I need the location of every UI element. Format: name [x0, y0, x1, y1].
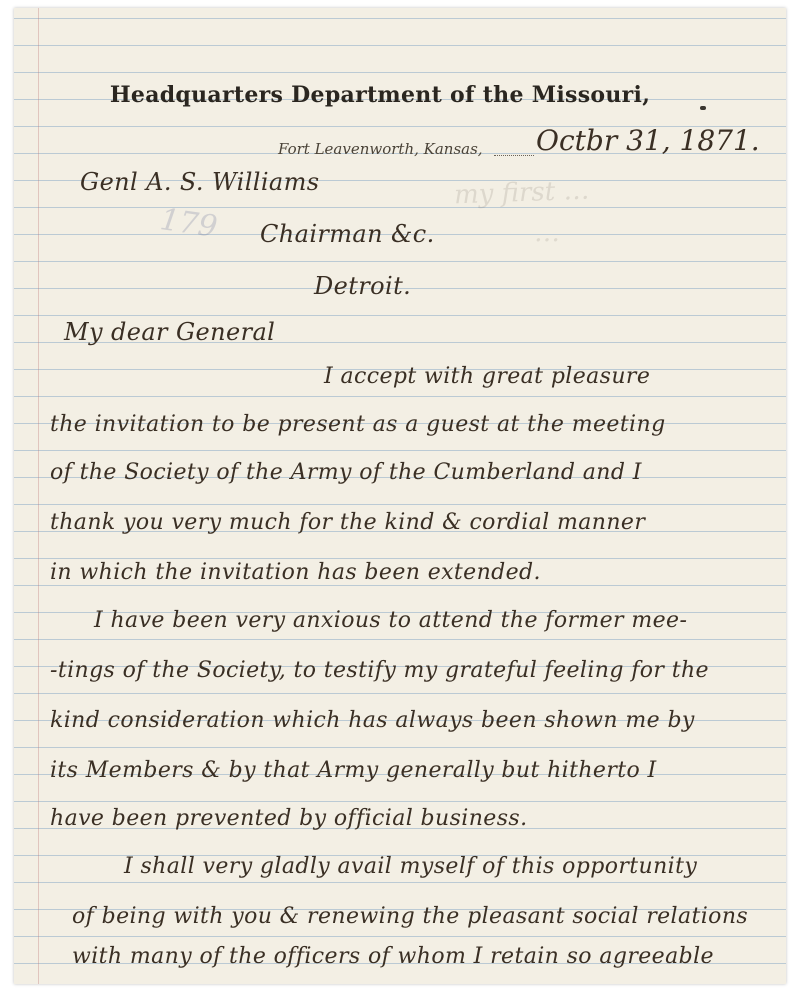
margin-line: [38, 8, 39, 984]
address-city: Detroit.: [314, 272, 412, 300]
body-line: its Members & by that Army generally but hitherto I: [50, 758, 657, 783]
body-line: I accept with great pleasure: [324, 364, 651, 389]
letterhead-title: Headquarters Department of the Missouri,: [109, 82, 651, 108]
salutation: My dear General: [64, 318, 276, 346]
place-dotted-rule: [494, 155, 534, 156]
body-line: kind consideration which has always been shown me by: [50, 708, 695, 733]
body-line: I shall very gladly avail myself of this opportunity: [124, 854, 698, 879]
body-line: have been prevented by official business.: [50, 806, 528, 831]
faint-note: …: [534, 218, 560, 248]
body-line: the invitation to be present as a guest at the meeting: [50, 412, 666, 437]
body-line: in which the invitation has been extended.: [50, 560, 541, 585]
body-line: -tings of the Society, to testify my grateful feeling for the: [50, 658, 709, 683]
faint-note: my first …: [453, 175, 590, 211]
address-title: Chairman &c.: [260, 220, 435, 248]
archive-number-mark: 179: [157, 202, 220, 245]
ink-mark: [700, 106, 706, 110]
body-line: I have been very anxious to attend the former mee-: [94, 608, 688, 633]
address-recipient: Genl A. S. Williams: [80, 168, 320, 196]
body-line: of the Society of the Army of the Cumberland and I: [50, 460, 642, 485]
letter-date: Octbr 31, 1871.: [536, 124, 760, 157]
body-line: with many of the officers of whom I retain so agreeable: [72, 944, 714, 969]
letter-page: [14, 8, 786, 984]
letterhead-place: Fort Leavenworth, Kansas,: [278, 140, 483, 158]
body-line: thank you very much for the kind & cordial manner: [50, 510, 646, 535]
body-line: of being with you & renewing the pleasant social relations: [72, 904, 749, 929]
